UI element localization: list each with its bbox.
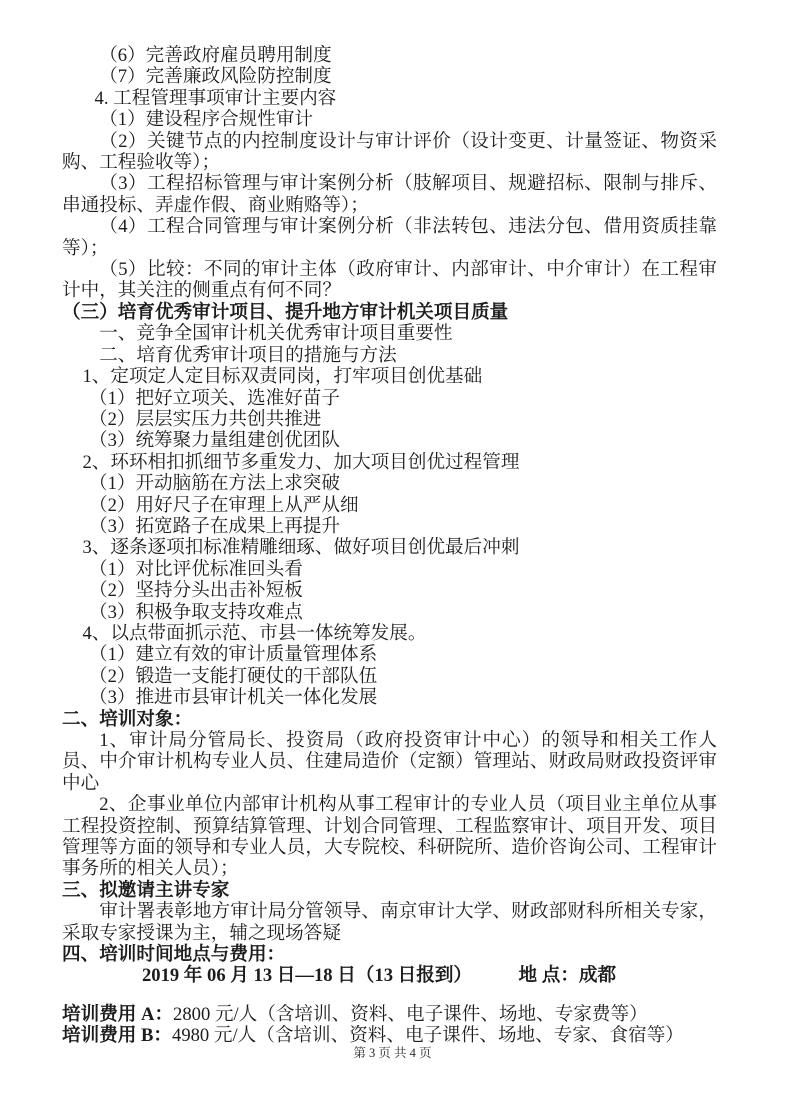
list-item: （3）推进市县审计机关一体化发展: [88, 687, 378, 709]
list-item: （2）坚持分头出击补短板: [88, 580, 303, 602]
document-body: [62, 45, 717, 1047]
list-item: （2）层层实压力共创共推进: [88, 408, 322, 430]
list-item: （1）把好立项关、选准好苗子: [88, 387, 340, 409]
list-item: （3）积极争取支持攻难点: [88, 601, 303, 623]
list-item: （3）工程招标管理与审计案例分析（肢解项目、规避招标、限制与排斥、串通投标、弄虚作假、商业贿赂等）；: [62, 173, 717, 216]
list-item: （3）拓宽路子在成果上再提升: [88, 515, 340, 537]
schedule-line: 2019 年 06 月 13 日—18 日（13 日报到） 地 点：成都: [141, 965, 617, 987]
list-item: 一、竞争全国审计机关优秀审计项目重要性: [99, 323, 453, 345]
list-item: （1）建立有效的审计质量管理体系: [88, 644, 378, 666]
list-item: 4. 工程管理事项审计主要内容: [94, 87, 337, 109]
paragraph: 审计署表彰地方审计局分管领导、南京审计大学、财政部财科所相关专家，采取专家授课为主，辅之现场答疑: [62, 901, 717, 944]
fee-line-a: [62, 1004, 717, 1025]
paragraph: 1、审计局分管局长、投资局（政府投资审计中心）的领导和相关工作人员、中介审计机构专业人员、住建局造价（定额）管理站、财政局财政投资评审中心: [62, 730, 717, 794]
list-item: （2）关键节点的内控制度设计与审计评价（设计变更、计量签证、物资采购、工程验收等）；: [62, 130, 717, 174]
fee-a-label: 培训费用 A：: [62, 1003, 174, 1025]
list-item: （5）比较：不同的审计主体（政府审计、内部审计、中介审计）在工程审计中，其关注的侧重点有何不同？: [62, 259, 717, 302]
list-item: 4、以点带面抓示范、市县一体统筹发展。: [82, 622, 427, 644]
fee-b-text: 4980 元/人（含培训、资料、电子课件、场地、专家、食宿等）: [172, 1025, 684, 1047]
page-number-footer: 第 3 页 共 4 页: [353, 1046, 432, 1060]
list-item: （1）建设程序合规性审计: [99, 109, 314, 131]
list-item: （1）对比评优标准回头看: [88, 558, 303, 580]
section-heading-3: （三）培育优秀审计项目、提升地方审计机关项目质量: [62, 301, 509, 323]
list-item: （2）锻造一支能打硬仗的干部队伍: [88, 665, 378, 687]
list-item: （6）完善政府雇员聘用制度: [99, 45, 332, 66]
list-item: 二、培育优秀审计项目的措施与方法: [99, 344, 397, 366]
list-item: （1）开动脑筋在方法上求突破: [88, 473, 340, 495]
list-item: （2）用好尺子在审理上从严从细: [88, 494, 359, 516]
paragraph: 2、企事业单位内部审计机构从事工程审计的专业人员（项目业主单位从事工程投资控制、预算结算管理、计划合同管理、工程监察审计、项目开发、项目管理等方面的领导和专业人员，大专院校、科研院所、造价咨询公司、工程审计事务所的相关人员）；: [62, 794, 717, 880]
list-item: 1、定项定人定目标双责同岗，打牢项目创优基础: [82, 366, 483, 388]
heading-time-location-fee: 四、培训时间地点与费用：: [62, 944, 286, 966]
heading-training-targets: 二、培训对象：: [62, 708, 193, 730]
fee-b-label: 培训费用 B：: [62, 1025, 173, 1047]
list-item: 3、逐条逐项扣标准精雕细琢、做好项目创优最后冲刺: [82, 537, 520, 559]
list-item: （7）完善廉政风险防控制度: [99, 66, 332, 88]
list-item: （4）工程合同管理与审计案例分析（非法转包、违法分包、借用资质挂靠等）；: [62, 216, 717, 259]
list-item: （3）统筹聚力量组建创优团队: [88, 430, 340, 452]
heading-invited-experts: 三、拟邀请主讲专家: [62, 879, 230, 901]
fee-a-text: 2800 元/人（含培训、资料、电子课件、场地、专家费等）: [173, 1003, 648, 1025]
list-item: 2、环环相扣抓细节多重发力、加大项目创优过程管理: [82, 451, 520, 473]
